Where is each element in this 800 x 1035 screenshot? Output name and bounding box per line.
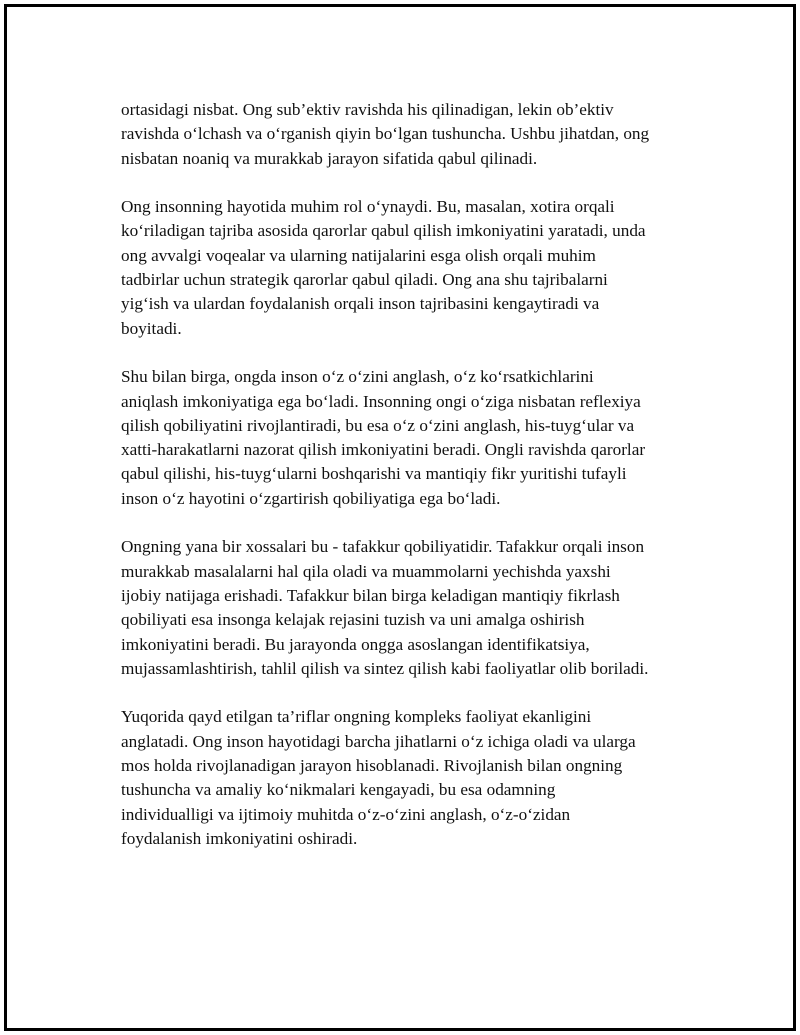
paragraph-5: Yuqorida qayd etilgan ta’riflar ongning kompleks faoliyat ekanligini anglatadi. Ong inson hayotidagi barcha jihatlarni o‘z ichiga oladi va ularga mos holda rivojlanadigan jarayon hisoblanadi. Rivojlanish bilan ongning tushuncha va amaliy ko‘nikmalari kengayadi, bu esa odamning individualligi va ijtimoiy muhitda o‘z-o‘zini anglash, o‘z-o‘zidan foydalanish imkoniyatini oshiradi. [121,707,636,848]
page-frame [4,4,796,1031]
document-body [121,98,701,876]
paragraph-4: Ongning yana bir xossalari bu - tafakkur qobiliyatidir. Tafakkur orqali inson murakkab masalalarni hal qila oladi va muammolarni yechishda yaxshi ijobiy natijaga erishadi. Tafakkur bilan birga keladigan mantiqiy fikrlash qobiliyati esa insonga kelajak rejasini tuzish va uni amalga oshirish imkoniyatini beradi. Bu jarayonda ongga asoslangan identifikatsiya, mujassamlashtirish, tahlil qilish va sintez qilish kabi faoliyatlar olib boriladi. [121,537,649,678]
paragraph-3: Shu bilan birga, ongda inson o‘z o‘zini anglash, o‘z ko‘rsatkichlarini aniqlash imkoniyatiga ega bo‘ladi. Insonning ongi o‘ziga nisbatan reflexiya qilish qobiliyatini rivojlantiradi, bu esa o‘z o‘zini anglash, his-tuyg‘ular va xatti-harakatlarni nazorat qilish imkoniyatini beradi. Ongli ravishda qarorlar qabul qilishi, his-tuyg‘ularni boshqarishi va mantiqiy fikr yuritishi tufayli inson o‘z hayotini o‘zgartirish qobiliyatiga ega bo‘ladi. [121,367,646,508]
paragraph-1: ortasidagi nisbat. Ong sub’ektiv ravishda his qilinadigan, lekin ob’ektiv ravishda o‘lchash va o‘rganish qiyin bo‘lgan tushuncha. Ushbu jihatdan, ong nisbatan noaniq va murakkab jarayon sifatida qabul qilinadi. [121,100,650,168]
paragraph-2: Ong insonning hayotida muhim rol o‘ynaydi. Bu, masalan, xotira orqali ko‘riladigan tajriba asosida qarorlar qabul qilish imkoniyatini yaratadi, unda ong avvalgi voqealar va ularning natijalarini esga olish orqali muhim tadbirlar uchun strategik qarorlar qabul qiladi. Ong ana shu tajribalarni yig‘ish va ulardan foydalanish orqali inson tajribasini kengaytiradi va boyitadi. [121,197,646,338]
